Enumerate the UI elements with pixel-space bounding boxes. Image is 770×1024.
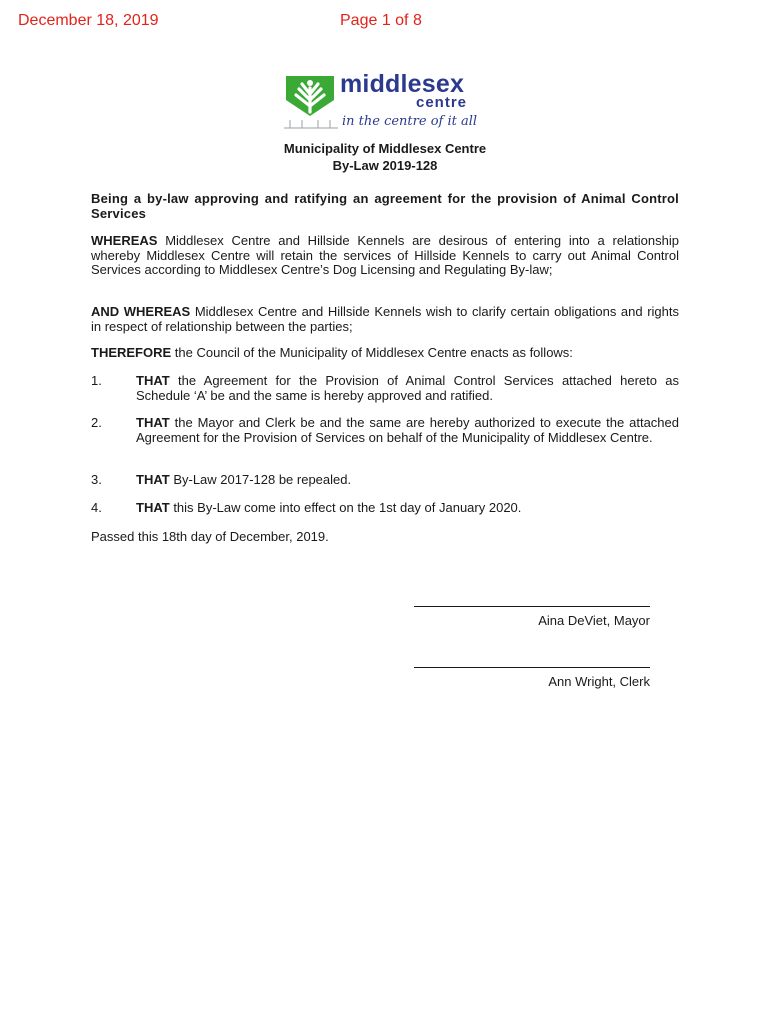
and-whereas-lead: AND WHEREAS bbox=[91, 304, 191, 319]
therefore-text: the Council of the Municipality of Middlesex Centre enacts as follows: bbox=[171, 345, 573, 360]
item-text: this By-Law come into effect on the 1st day of January 2020. bbox=[169, 500, 522, 515]
whereas-lead: WHEREAS bbox=[91, 233, 158, 248]
item-number: 3. bbox=[91, 472, 102, 487]
item-lead: THAT bbox=[136, 415, 170, 430]
therefore-lead: THEREFORE bbox=[91, 345, 172, 360]
municipality-title: Municipality of Middlesex Centre bbox=[283, 141, 487, 156]
logo-tagline: in the centre of it all bbox=[342, 114, 478, 129]
middlesex-centre-logo bbox=[282, 70, 492, 132]
whereas-clause bbox=[91, 234, 679, 278]
logo-wordmark: middlesex bbox=[340, 70, 465, 98]
item-lead: THAT bbox=[136, 472, 170, 487]
item-text: the Mayor and Clerk be and the same are hereby authorized to execute the attached Agreement for the Provision of Services on behalf of the Municipality of Middlesex Centre. bbox=[136, 415, 679, 445]
and-whereas-text: Middlesex Centre and Hillside Kennels wish to clarify certain obligations and rights in respect of relationship between the parties; bbox=[91, 304, 679, 334]
therefore-clause bbox=[91, 346, 679, 361]
and-whereas-clause bbox=[91, 305, 679, 334]
whereas-text: Middlesex Centre and Hillside Kennels are desirous of entering into a relationship whereby Middlesex Centre will retain the services of Hillside Kennels to carry out Animal Control Services according to Middlesex Centre’s Dog Licensing and Regulating By-law; bbox=[91, 233, 679, 278]
item-text: By-Law 2017-128 be repealed. bbox=[169, 472, 352, 487]
header-date: December 18, 2019 bbox=[18, 12, 159, 29]
item-lead: THAT bbox=[136, 373, 170, 388]
mayor-signature-block bbox=[414, 606, 650, 628]
leaf-emblem-icon bbox=[282, 70, 342, 132]
mayor-name: Aina DeViet, Mayor bbox=[538, 613, 650, 628]
signature-line bbox=[414, 667, 650, 668]
item-number: 2. bbox=[91, 415, 102, 430]
page-indicator: Page 1 of 8 bbox=[340, 12, 422, 29]
item-lead: THAT bbox=[136, 500, 170, 515]
item-number: 1. bbox=[91, 373, 102, 388]
bylaw-number: By-Law 2019-128 bbox=[332, 158, 438, 173]
bylaw-purpose: Being a by-law approving and ratifying an agreement for the provision of Animal Control Services bbox=[91, 191, 679, 221]
clerk-name: Ann Wright, Clerk bbox=[548, 674, 650, 689]
item-number: 4. bbox=[91, 500, 102, 515]
signature-line bbox=[414, 606, 650, 607]
passed-date: Passed this 18th day of December, 2019. bbox=[91, 529, 329, 544]
logo-subword: centre bbox=[416, 94, 468, 111]
item-text: the Agreement for the Provision of Animal Control Services attached hereto as Schedule ‘A’ be and the same is hereby approved and ratified. bbox=[136, 373, 679, 403]
clerk-signature-block bbox=[414, 667, 650, 689]
